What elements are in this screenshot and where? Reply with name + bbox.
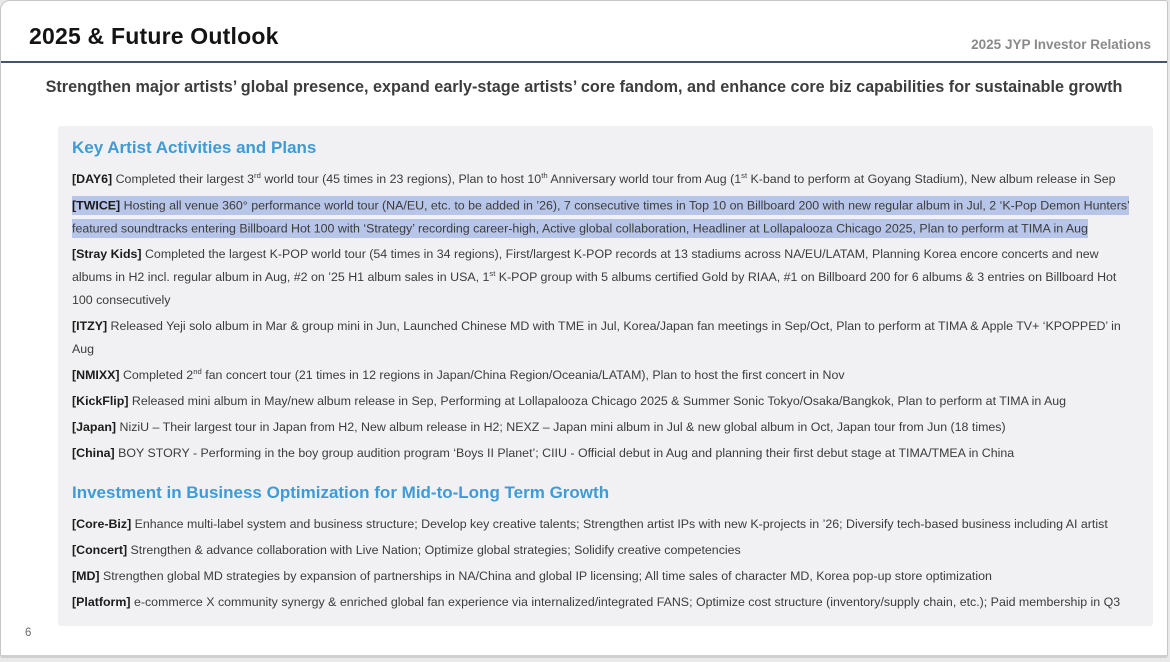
header-divider bbox=[1, 61, 1167, 63]
bullet-label: [Japan] bbox=[72, 420, 120, 434]
bullet-line: [NMIXX] Completed 2nd fan concert tour (21 times in 12 regions in Japan/China Region/Oceania/LATAM), Plan to host the first concert in Nov bbox=[72, 366, 845, 382]
slide-subtitle: Strengthen major artists’ global presence, expand early-stage artists’ core fandom, and enhance core biz capabilities for sustainable growth bbox=[45, 78, 1123, 96]
section-key-artist-activities bbox=[58, 126, 1153, 502]
section-investment-business-optimization bbox=[58, 471, 1153, 626]
page-title: 2025 & Future Outlook bbox=[29, 23, 279, 49]
bullet-label: [China] bbox=[72, 446, 119, 460]
section-items-investment-business-optimization bbox=[72, 513, 1139, 614]
bullet-label: [Platform] bbox=[72, 595, 134, 609]
bullet-line: [Platform] e-commerce X community synergy & enriched global fan experience via internalized/integrated FANS; Optimize cost structure (inventory/supply chain, etc.); Paid membership in Q3 bbox=[72, 595, 1121, 609]
bullet-line: [Concert] Strengthen & advance collaboration with Live Nation; Optimize global strategies; Solidify creative competencies bbox=[72, 543, 741, 557]
bullet-label: [TWICE] bbox=[72, 198, 124, 212]
section-items-key-artist-activities bbox=[72, 168, 1139, 491]
bullet-label: [NMIXX] bbox=[72, 368, 123, 382]
section-title-investment-business-optimization: Investment in Business Optimization for Mid-to-Long Term Growth bbox=[72, 483, 610, 502]
section-title-key-artist-activities: Key Artist Activities and Plans bbox=[72, 138, 317, 157]
bullet-line: [Core-Biz] Enhance multi-label system and business structure; Develop key creative talents; Strengthen artist IPs with new K-projects in ’26; Diversify tech-based business including AI artist bbox=[72, 517, 1108, 531]
bullet-line: [ITZY] Released Yeji solo album in Mar & group mini in Jun, Launched Chinese MD with TME in Jul, Korea/Japan fan meetings in Sep/Oct, Plan to perform at TIMA & Apple TV+ ‘KPOPPED’ in Aug bbox=[72, 319, 1121, 356]
bullet-label: [Concert] bbox=[72, 543, 131, 557]
bullet-line: [TWICE] Hosting all venue 360° performance world tour (NA/EU, etc. to be added in ’26), 7 consecutive times in Top 10 on Billboard 200 with new regular album in Jul, 2 ‘K-Pop Demon Hunters’ featured soundtracks entering Billboard Hot 100 with ‘Strategy’ recording career-high, Active global collaboration, Headliner at Lollapalooza Chicago 2025, Plan to perform at TIMA in Aug bbox=[72, 194, 1139, 240]
bullet-label: [KickFlip] bbox=[72, 394, 132, 408]
bullet-line: [DAY6] Completed their largest 3rd world tour (45 times in 23 regions), Plan to host 10th Anniversary world tour from Aug (1st K-band to perform at Goyang Stadium), New album release in Sep bbox=[72, 170, 1116, 186]
bullet-label: [Stray Kids] bbox=[72, 247, 145, 261]
investor-relations-label: 2025 JYP Investor Relations bbox=[971, 37, 1151, 52]
bullet-line: [KickFlip] Released mini album in May/new album release in Sep, Performing at Lollapalooza Chicago 2025 & Summer Sonic Tokyo/Osaka/Bangkok, Plan to perform at TIMA in Aug bbox=[72, 394, 1067, 408]
bullet-line: [Stray Kids] Completed the largest K-POP world tour (54 times in 34 regions), First/largest K-POP records at 13 stadiums across NA/EU/LATAM, Planning Korea encore concerts and new albums in H2 incl. regular album in Aug, #2 on ’25 H1 album sales in USA, 1st K-POP group with 5 albums certified Gold by RIAA, #1 on Billboard 200 for 6 albums & 3 entries on Billboard Hot 100 consecutively bbox=[72, 247, 1117, 307]
bullet-line: [China] BOY STORY - Performing in the boy group audition program ‘Boys II Planet’; CIIU - Official debut in Aug and planning their first debut stage at TIMA/TMEA in China bbox=[72, 446, 1015, 460]
bullet-label: [ITZY] bbox=[72, 319, 111, 333]
bullet-label: [MD] bbox=[72, 569, 103, 583]
bullet-line: [Japan] NiziU – Their largest tour in Japan from H2, New album release in H2; NEXZ – Japan mini album in Jul & new global album in Oct, Japan tour from Jun (18 times) bbox=[72, 420, 1006, 434]
bullet-line: [MD] Strengthen global MD strategies by expansion of partnerships in NA/China and global IP licensing; All time sales of character MD, Korea pop-up store optimization bbox=[72, 569, 992, 583]
bullet-label: [Core-Biz] bbox=[72, 517, 135, 531]
page-number: 6 bbox=[25, 627, 32, 639]
bullet-label: [DAY6] bbox=[72, 172, 116, 186]
